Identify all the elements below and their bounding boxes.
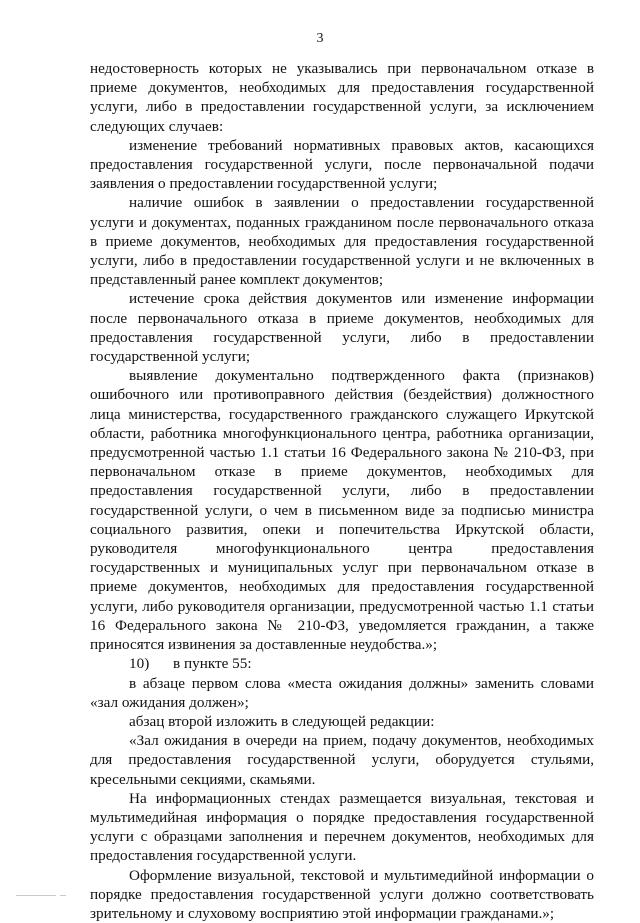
list-item-number: 10) [129,655,150,673]
document-body [90,59,594,923]
list-item-text: в пункте 55: [173,655,252,673]
paragraph: «Зал ожидания в очереди на прием, подачу документов, необходимых для предоставления государственной услуги, оборудуется стульями, кресельными секциями, скамьями. [90,732,594,788]
footer-divider [60,895,66,896]
footer-divider [16,895,56,896]
paragraph: изменение требований нормативных правовых актов, касающихся предоставления государственной услуги, после первоначальной подачи заявления о предоставлении государственной услуги; [90,136,594,193]
paragraph: На информационных стендах размещается визуальная, текстовая и мультимедийная информация о порядке предоставления государственной услуги с образцами заполнения и перечнем документов, необходимых для предоставления государственной услуги. [90,789,594,865]
page-number: 3 [316,31,324,46]
paragraph: выявление документально подтвержденного факта (признаков) ошибочного или противоправного действия (бездействия) должностного лица министерства, государственного гражданского служащего Иркутской области, работника многофункционального центра, работника организации, предусмотренной частью 1.1 статьи 16 Федерального закона № 210-ФЗ, при первоначальном отказе в приеме документов, необходимых для предоставления государственной услуги, либо в предоставлении государственной услуги, о чем в письменном виде за подписью министра социального развития, опеки и попечительства Иркутской области, руководителя многофункционального центра предоставления государственных и муниципальных услуг при первоначальном отказе в приеме документов, необходимых для предоставления государственной услуги, либо руководителя организации, предусмотренной частью 1.1 статьи 16 Федерального закона № 210-ФЗ, уведомляется гражданин, а также приносятся извинения за доставленные неудобства.»; [90,367,594,654]
paragraph: Оформление визуальной, текстовой и мультимедийной информации о порядке предоставления государственной услуги должно соответствовать зрительному и слуховому восприятию этой информации гражданами.»; [90,866,594,922]
paragraph-continuation: недостоверность которых не указывались при первоначальном отказе в приеме документов, необходимых для предоставления государственной услуги, либо в предоставлении государственной услуги, за исключением следующих случаев: [90,60,594,135]
list-item-10 [90,654,594,673]
paragraph: абзац второй изложить в следующей редакции: [129,712,435,730]
paragraph: в абзаце первом слова «места ожидания должны» заменить словами «зал ожидания должен»; [90,674,594,711]
paragraph: истечение срока действия документов или изменение информации после первоначального отказа в приеме документов, необходимых для предоставления государственной услуги, либо в предоставлении государственной услуги; [90,290,594,366]
paragraph: наличие ошибок в заявлении о предоставлении государственной услуги и документах, поданных гражданином после первоначального отказа в приеме документов, необходимых для предоставления государственной услуги, либо в предоставлении государственной услуги и не включенных в представленный ранее комплект документов; [90,194,594,289]
